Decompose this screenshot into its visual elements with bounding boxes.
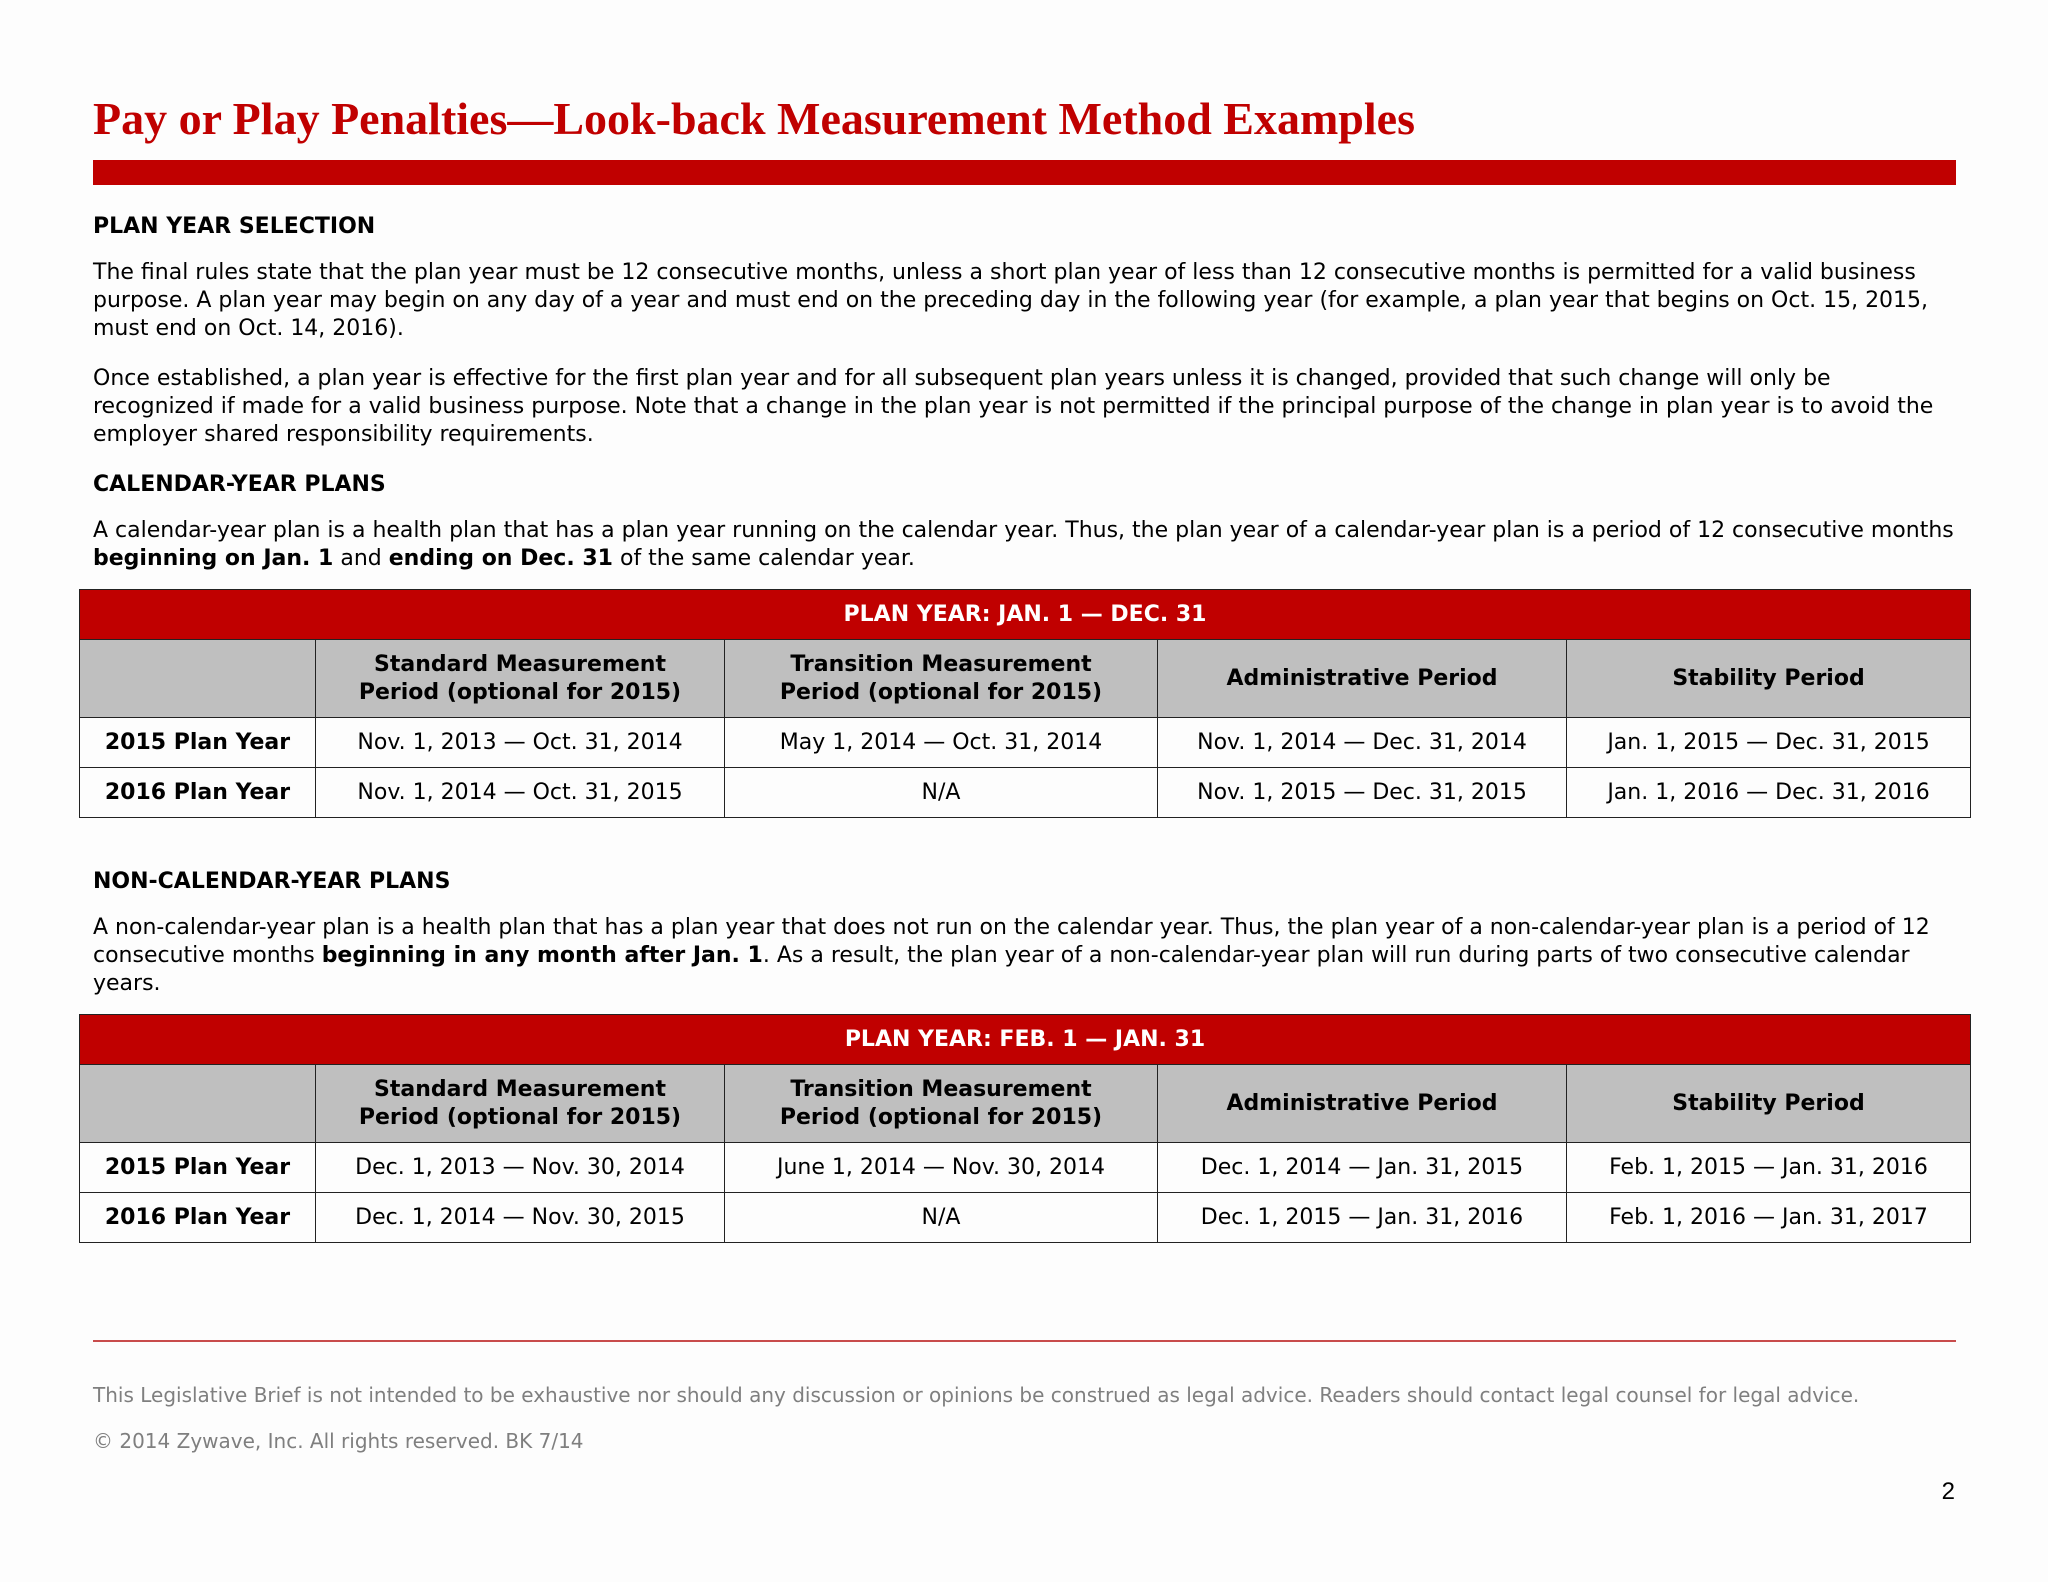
paragraph-plan-year-rules: The final rules state that the plan year must be 12 consecutive months, unless a short plan year of less than 12 consecutive months is permitted for a valid business purpose. A plan year may begin on any day of a year and must end on the preceding day in the following year (for example, a plan year that begins on Oct. 15, 2015, must end on Oct. 14, 2016). (93, 260, 1929, 341)
column-header-stability: Stability Period (1567, 1065, 1971, 1143)
calendar-text-pre: A calendar-year plan is a health plan that has a plan year running on the calendar year. Thus, the plan year of a calendar-year plan is a period of 12 consecutive months (93, 518, 1954, 543)
table-banner-non-calendar: PLAN YEAR: FEB. 1 — JAN. 31 (80, 1015, 1971, 1065)
cell-stability: Feb. 1, 2016 — Jan. 31, 2017 (1567, 1193, 1971, 1243)
column-header-transition-line1: Transition Measurement (790, 1076, 1092, 1102)
column-header-transition-line1: Transition Measurement (790, 651, 1092, 677)
column-header-standard-line1: Standard Measurement (374, 651, 666, 677)
cell-stability: Jan. 1, 2015 — Dec. 31, 2015 (1567, 718, 1971, 768)
calendar-text-bold-end: ending on Dec. 31 (388, 546, 613, 571)
column-header-standard (316, 1065, 725, 1143)
cell-stability: Feb. 1, 2015 — Jan. 31, 2016 (1567, 1143, 1971, 1193)
cell-transition: May 1, 2014 — Oct. 31, 2014 (725, 718, 1158, 768)
cell-transition: June 1, 2014 — Nov. 30, 2014 (725, 1143, 1158, 1193)
column-header-standard (316, 640, 725, 718)
table-corner-cell (80, 1065, 316, 1143)
footer-divider (93, 1340, 1956, 1342)
paragraph-calendar-year (93, 517, 1956, 573)
table-row (80, 1193, 1971, 1243)
cell-administrative: Nov. 1, 2014 — Dec. 31, 2014 (1158, 718, 1567, 768)
non-calendar-year-table (79, 1014, 1971, 1243)
table-corner-cell (80, 640, 316, 718)
table-row (80, 768, 1971, 818)
cell-standard: Dec. 1, 2013 — Nov. 30, 2014 (316, 1143, 725, 1193)
calendar-text-mid: and (333, 546, 389, 571)
cell-standard: Dec. 1, 2014 — Nov. 30, 2015 (316, 1193, 725, 1243)
column-header-administrative: Administrative Period (1158, 1065, 1567, 1143)
paragraph-non-calendar-year (93, 914, 1956, 998)
calendar-text-post: of the same calendar year. (612, 546, 915, 571)
section-heading-calendar-year: CALENDAR-YEAR PLANS (93, 472, 386, 497)
column-header-transition-line2: Period (optional for 2015) (779, 679, 1103, 705)
calendar-table-wrap (79, 589, 1970, 818)
row-label: 2016 Plan Year (80, 768, 316, 818)
page-number: 2 (1941, 1478, 1955, 1505)
row-label: 2016 Plan Year (80, 1193, 316, 1243)
column-header-transition (725, 1065, 1158, 1143)
column-header-standard-line2: Period (optional for 2015) (358, 679, 682, 705)
column-header-transition (725, 640, 1158, 718)
footer-copyright: © 2014 Zywave, Inc. All rights reserved. BK 7/14 (93, 1429, 584, 1453)
calendar-year-table (79, 589, 1971, 818)
main-content (93, 213, 1956, 1243)
paragraph-plan-year-change: Once established, a plan year is effective for the first plan year and for all subsequent plan years unless it is changed, provided that such change will only be recognized if made for a valid business purpose. Note that a change in the plan year is not permitted if the principal purpose of the change in plan year is to avoid the employer shared responsibility requirements. (93, 366, 1934, 447)
column-header-standard-line2: Period (optional for 2015) (358, 1104, 682, 1130)
non-calendar-text-pre: A non-calendar-year plan is a health plan that has a plan year that does not run on the calendar year. Thus, the plan year of a non-calendar-year plan is a period of 12 consecutive months (93, 915, 1930, 968)
page-title: Pay or Play Penalties—Look-back Measurement Method Examples (93, 93, 1415, 144)
section-heading-non-calendar-year: NON-CALENDAR-YEAR PLANS (93, 869, 451, 894)
row-label: 2015 Plan Year (80, 718, 316, 768)
table-row (80, 1143, 1971, 1193)
non-calendar-text-post: . As a result, the plan year of a non-calendar-year plan will run during parts of two consecutive calendar years. (93, 943, 1910, 996)
table-row (80, 718, 1971, 768)
column-header-administrative: Administrative Period (1158, 640, 1567, 718)
cell-transition: N/A (725, 1193, 1158, 1243)
non-calendar-table-wrap (79, 1014, 1970, 1243)
cell-administrative: Nov. 1, 2015 — Dec. 31, 2015 (1158, 768, 1567, 818)
non-calendar-text-bold: beginning in any month after Jan. 1 (321, 943, 763, 968)
calendar-text-bold-begin: beginning on Jan. 1 (93, 546, 334, 571)
footer-disclaimer: This Legislative Brief is not intended to be exhaustive nor should any discussion or opinions be construed as legal advice. Readers should contact legal counsel for legal advice. (93, 1383, 1860, 1407)
column-header-stability: Stability Period (1567, 640, 1971, 718)
table-banner-calendar: PLAN YEAR: JAN. 1 — DEC. 31 (80, 590, 1971, 640)
cell-transition: N/A (725, 768, 1158, 818)
cell-stability: Jan. 1, 2016 — Dec. 31, 2016 (1567, 768, 1971, 818)
row-label: 2015 Plan Year (80, 1143, 316, 1193)
cell-administrative: Dec. 1, 2015 — Jan. 31, 2016 (1158, 1193, 1567, 1243)
column-header-standard-line1: Standard Measurement (374, 1076, 666, 1102)
cell-standard: Nov. 1, 2014 — Oct. 31, 2015 (316, 768, 725, 818)
section-heading-plan-year-selection: PLAN YEAR SELECTION (93, 214, 376, 239)
cell-administrative: Dec. 1, 2014 — Jan. 31, 2015 (1158, 1143, 1567, 1193)
column-header-transition-line2: Period (optional for 2015) (779, 1104, 1103, 1130)
title-accent-bar (93, 160, 1956, 185)
cell-standard: Nov. 1, 2013 — Oct. 31, 2014 (316, 718, 725, 768)
